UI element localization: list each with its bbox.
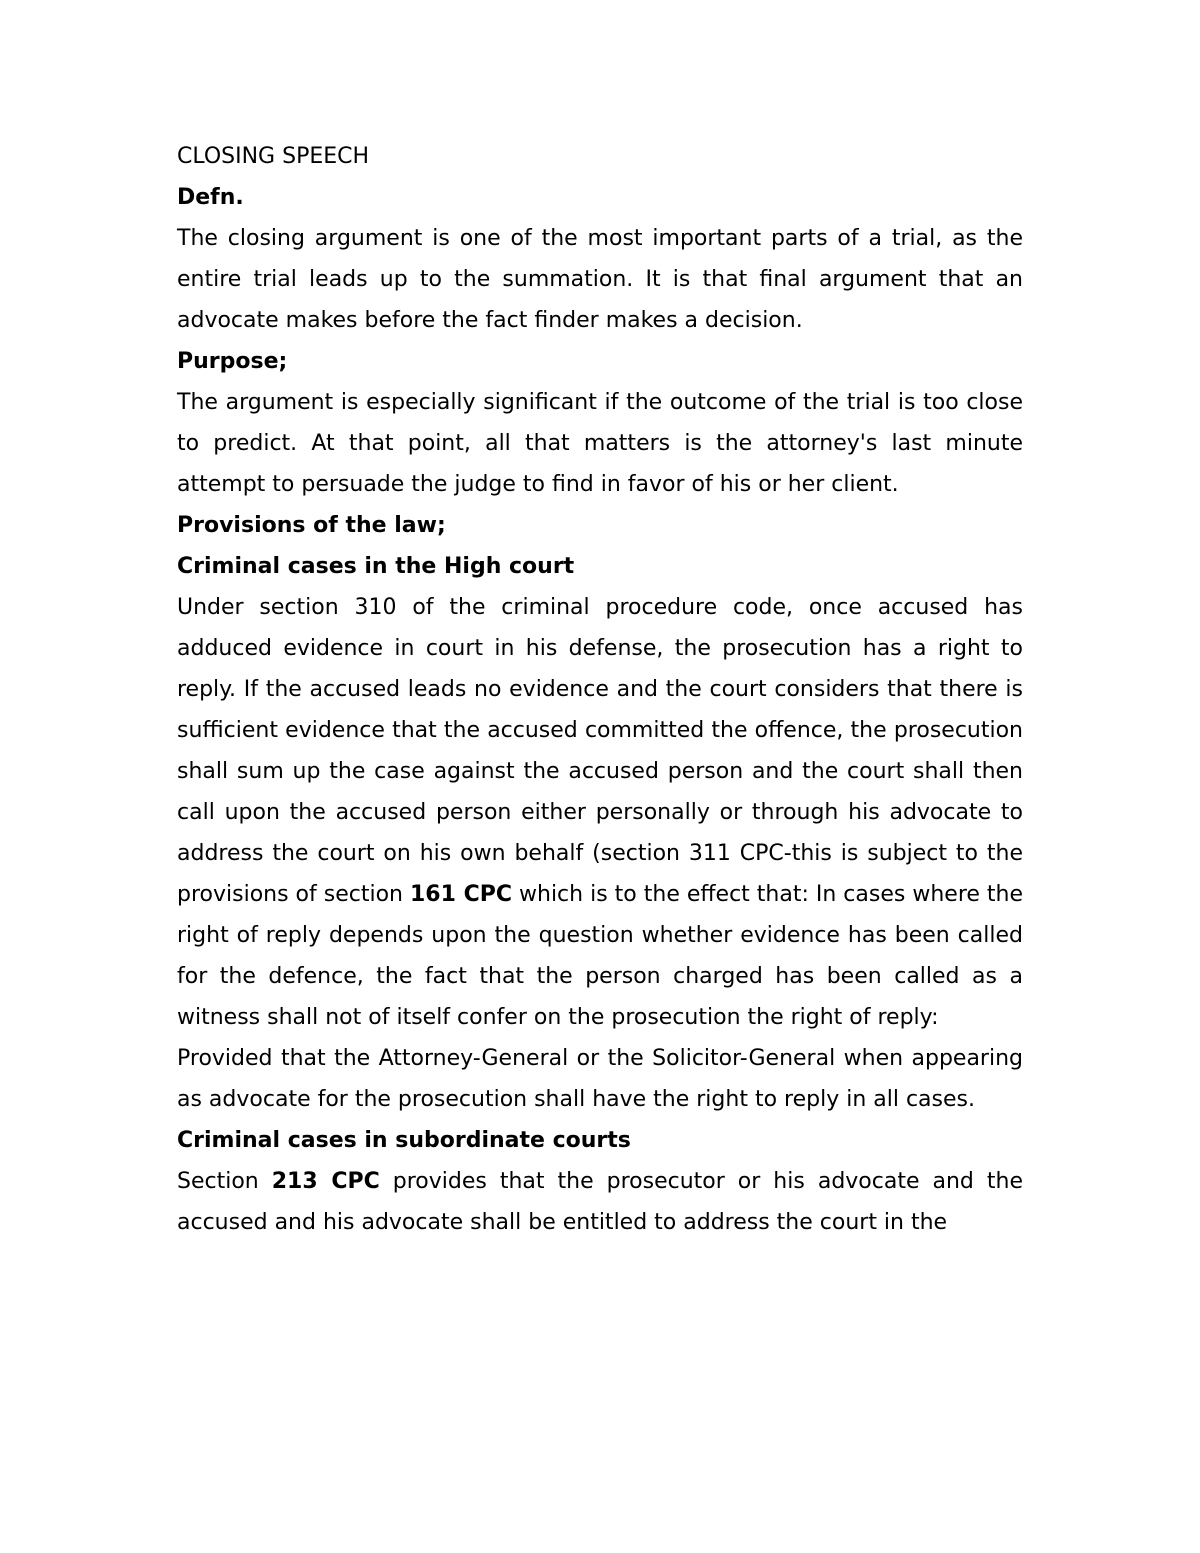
high-court-text-part1: Under section 310 of the criminal procedure code, once accused has adduced evidence in court in his defense, the prosecution has a right to reply. If the accused leads no evidence and the court considers that there is sufficient evidence that the accused committed the offence, the prosecution shall sum up the case against the accused person and the court shall then call upon the accused person either personally or through his advocate to address the court on his own behalf (section 311 CPC-this is subject to the provisions of section bbox=[177, 595, 1023, 907]
high-court-paragraph bbox=[177, 587, 1023, 1038]
subordinate-text-part2: provides that the prosecutor or his advocate and the accused and his advocate shall be entitled to address the court in the bbox=[177, 1169, 1024, 1235]
section-213-reference: 213 CPC bbox=[271, 1169, 380, 1194]
subordinate-courts-heading: Criminal cases in subordinate courts bbox=[177, 1128, 631, 1153]
high-court-heading: Criminal cases in the High court bbox=[177, 554, 575, 579]
document-title: CLOSING SPEECH bbox=[177, 144, 370, 169]
proviso-paragraph: Provided that the Attorney-General or the Solicitor-General when appearing as advocate for the prosecution shall have the right to reply in all cases. bbox=[177, 1046, 1023, 1112]
purpose-paragraph: The argument is especially significant if the outcome of the trial is too close to predict. At that point, all that matters is the attorney's last minute attempt to persuade the judge to find in favor of his or her client. bbox=[177, 390, 1023, 497]
section-161-reference: 161 CPC bbox=[410, 882, 513, 907]
definition-heading: Defn. bbox=[177, 185, 244, 210]
subordinate-courts-paragraph bbox=[177, 1161, 1023, 1243]
purpose-heading: Purpose; bbox=[177, 349, 288, 374]
provisions-heading: Provisions of the law; bbox=[177, 513, 446, 538]
definition-paragraph: The closing argument is one of the most important parts of a trial, as the entire trial leads up to the summation. It is that final argument that an advocate makes before the fact finder makes a decision. bbox=[177, 226, 1023, 333]
document-page bbox=[177, 136, 1023, 1243]
subordinate-text-part1: Section bbox=[177, 1169, 272, 1194]
high-court-text-part2: which is to the effect that: In cases where the right of reply depends upon the question whether evidence has been called for the defence, the fact that the person charged has been called as a witness shall not of itself confer on the prosecution the right of reply: bbox=[177, 882, 1024, 1030]
